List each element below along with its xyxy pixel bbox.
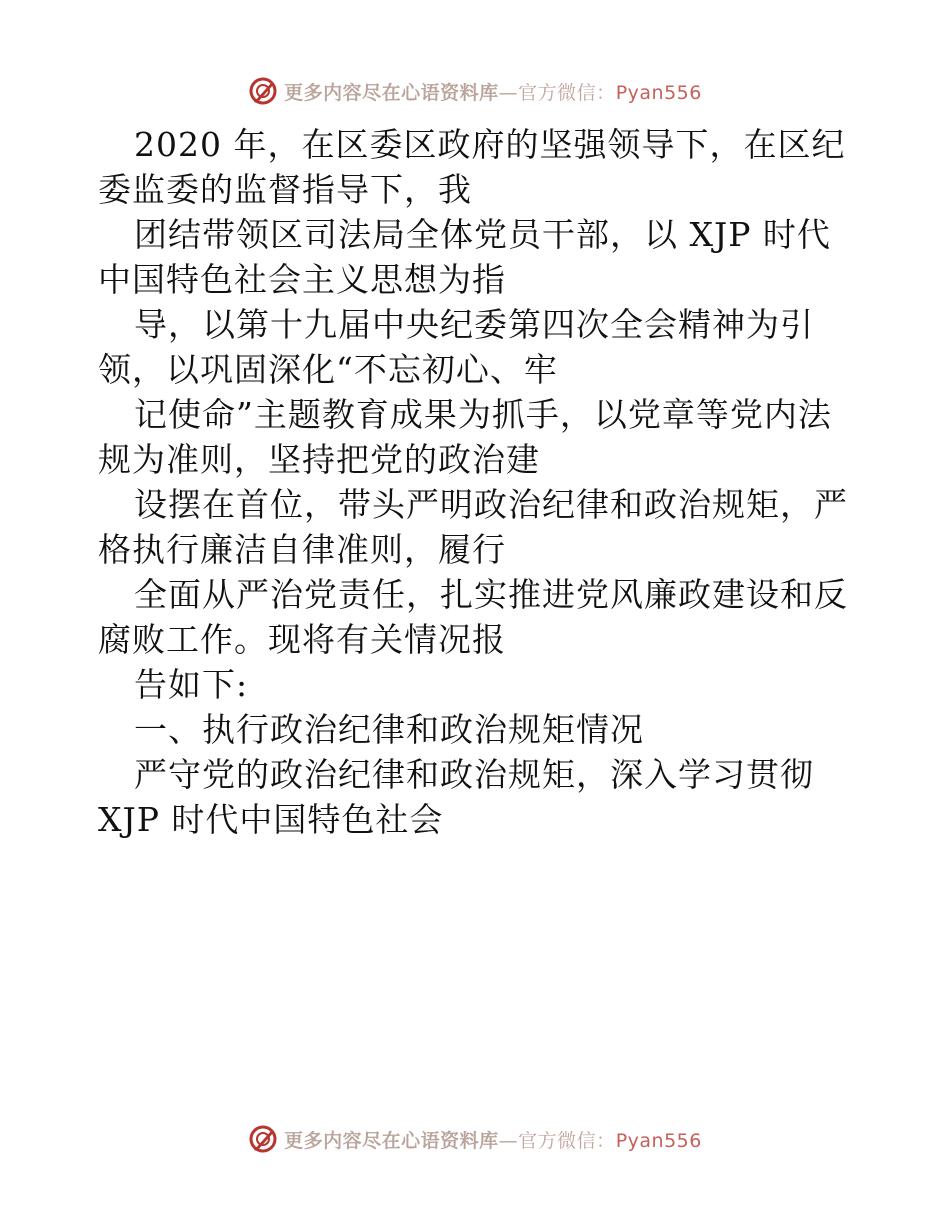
header-watermark bbox=[0, 74, 950, 108]
body-line: 告如下: bbox=[134, 665, 249, 704]
body-line: 导，以第十九届中央纪委第四次全会精神为引 bbox=[134, 305, 814, 344]
watermark-wechat-id: Pyan556 bbox=[615, 81, 702, 104]
body-line: 设摆在首位，带头严明政治纪律和政治规矩，严 bbox=[134, 485, 848, 524]
quill-pen-seal-icon bbox=[248, 1124, 278, 1154]
body-line: 严守党的政治纪律和政治规矩，深入学习贯彻 bbox=[134, 755, 814, 794]
watermark-contact-label: 官方微信： bbox=[518, 1129, 616, 1152]
body-line: 领，以巩固深化“不忘初心、牢 bbox=[98, 350, 558, 389]
body-line: 中国特色社会主义思想为指 bbox=[98, 260, 506, 299]
body-line: 格执行廉洁自律准则，履行 bbox=[98, 530, 506, 569]
watermark-contact-label: 官方微信： bbox=[518, 81, 616, 104]
watermark-brand: 更多内容尽在心语资料库 bbox=[284, 1129, 499, 1152]
body-line: 腐败工作。现将有关情况报 bbox=[98, 620, 506, 659]
body-line: XJP 时代中国特色社会 bbox=[98, 800, 444, 839]
body-line: 团结带领区司法局全体党员干部，以 XJP 时代 bbox=[134, 215, 831, 254]
watermark-text bbox=[284, 1126, 702, 1153]
body-line: 记使命”主题教育成果为抓手，以党章等党内法 bbox=[134, 395, 832, 434]
document-body bbox=[98, 122, 858, 842]
watermark-text bbox=[284, 78, 702, 105]
watermark-separator: — bbox=[498, 81, 519, 104]
footer-watermark bbox=[0, 1122, 950, 1156]
watermark-brand: 更多内容尽在心语资料库 bbox=[284, 81, 499, 104]
body-line: 委监委的监督指导下，我 bbox=[98, 170, 472, 209]
body-line: 2020 年，在区委区政府的坚强领导下，在区纪 bbox=[134, 125, 846, 164]
watermark-wechat-id: Pyan556 bbox=[615, 1129, 702, 1152]
section-heading: 一、执行政治纪律和政治规矩情况 bbox=[134, 710, 644, 749]
watermark-separator: — bbox=[498, 1129, 519, 1152]
body-line: 全面从严治党责任，扎实推进党风廉政建设和反 bbox=[134, 575, 848, 614]
quill-pen-seal-icon bbox=[248, 76, 278, 106]
body-line: 规为准则，坚持把党的政治建 bbox=[98, 440, 540, 479]
